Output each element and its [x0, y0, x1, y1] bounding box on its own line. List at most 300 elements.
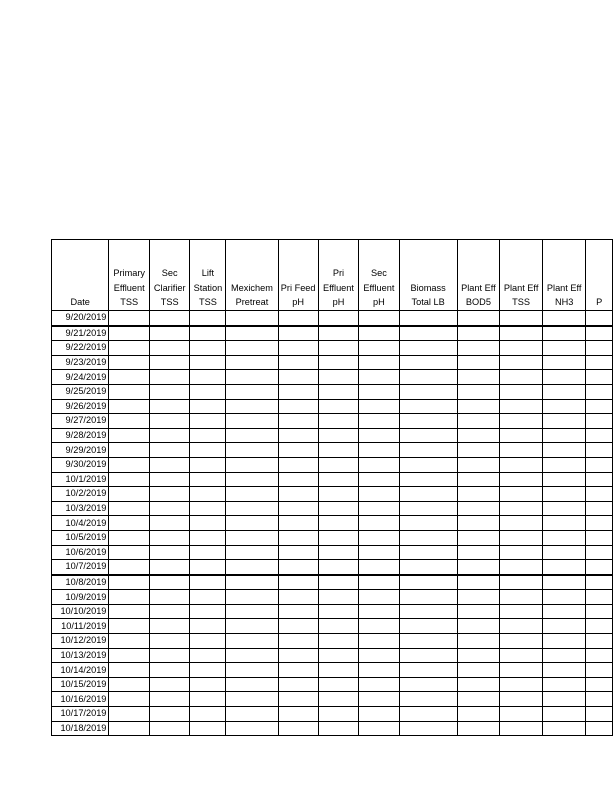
cell-mexichem-pretreat[interactable] — [226, 560, 278, 575]
cell-plant-eff-cut[interactable] — [586, 575, 613, 590]
cell-sec-clarifier-tss[interactable] — [149, 457, 190, 472]
cell-plant-eff-tss[interactable] — [500, 604, 543, 619]
cell-lift-station-tss[interactable] — [190, 560, 226, 575]
cell-biomass-total-lb[interactable] — [399, 634, 457, 649]
cell-plant-eff-bod5[interactable] — [457, 560, 500, 575]
cell-sec-effluent-ph[interactable] — [359, 560, 399, 575]
cell-primary-effluent-tss[interactable] — [109, 341, 150, 356]
cell-pri-feed-ph[interactable] — [278, 472, 318, 487]
cell-pri-effluent-ph[interactable] — [318, 677, 358, 692]
cell-plant-eff-tss[interactable] — [500, 619, 543, 634]
cell-lift-station-tss[interactable] — [190, 487, 226, 502]
cell-plant-eff-bod5[interactable] — [457, 707, 500, 722]
cell-mexichem-pretreat[interactable] — [226, 341, 278, 356]
cell-pri-feed-ph[interactable] — [278, 414, 318, 429]
cell-pri-feed-ph[interactable] — [278, 443, 318, 458]
cell-sec-effluent-ph[interactable] — [359, 530, 399, 545]
cell-mexichem-pretreat[interactable] — [226, 692, 278, 707]
cell-plant-eff-nh3[interactable] — [542, 604, 586, 619]
cell-plant-eff-cut[interactable] — [586, 472, 613, 487]
cell-plant-eff-cut[interactable] — [586, 619, 613, 634]
cell-plant-eff-bod5[interactable] — [457, 457, 500, 472]
cell-plant-eff-tss[interactable] — [500, 560, 543, 575]
cell-sec-clarifier-tss[interactable] — [149, 428, 190, 443]
cell-primary-effluent-tss[interactable] — [109, 619, 150, 634]
cell-plant-eff-nh3[interactable] — [542, 341, 586, 356]
cell-pri-feed-ph[interactable] — [278, 590, 318, 605]
cell-sec-effluent-ph[interactable] — [359, 370, 399, 385]
cell-pri-effluent-ph[interactable] — [318, 472, 358, 487]
cell-biomass-total-lb[interactable] — [399, 428, 457, 443]
date-cell[interactable]: 10/15/2019 — [52, 677, 109, 692]
cell-sec-clarifier-tss[interactable] — [149, 341, 190, 356]
cell-sec-clarifier-tss[interactable] — [149, 384, 190, 399]
cell-sec-effluent-ph[interactable] — [359, 663, 399, 678]
cell-plant-eff-nh3[interactable] — [542, 721, 586, 736]
cell-sec-clarifier-tss[interactable] — [149, 370, 190, 385]
cell-sec-effluent-ph[interactable] — [359, 384, 399, 399]
cell-plant-eff-cut[interactable] — [586, 545, 613, 560]
cell-pri-feed-ph[interactable] — [278, 326, 318, 341]
cell-primary-effluent-tss[interactable] — [109, 399, 150, 414]
cell-primary-effluent-tss[interactable] — [109, 516, 150, 531]
cell-plant-eff-nh3[interactable] — [542, 443, 586, 458]
cell-pri-effluent-ph[interactable] — [318, 428, 358, 443]
cell-plant-eff-cut[interactable] — [586, 677, 613, 692]
cell-primary-effluent-tss[interactable] — [109, 530, 150, 545]
cell-pri-feed-ph[interactable] — [278, 560, 318, 575]
cell-pri-effluent-ph[interactable] — [318, 414, 358, 429]
date-cell[interactable]: 10/8/2019 — [52, 575, 109, 590]
cell-sec-clarifier-tss[interactable] — [149, 619, 190, 634]
cell-biomass-total-lb[interactable] — [399, 370, 457, 385]
cell-pri-effluent-ph[interactable] — [318, 530, 358, 545]
cell-sec-clarifier-tss[interactable] — [149, 501, 190, 516]
cell-plant-eff-nh3[interactable] — [542, 590, 586, 605]
cell-plant-eff-nh3[interactable] — [542, 707, 586, 722]
cell-primary-effluent-tss[interactable] — [109, 443, 150, 458]
cell-sec-effluent-ph[interactable] — [359, 326, 399, 341]
cell-plant-eff-tss[interactable] — [500, 677, 543, 692]
cell-plant-eff-tss[interactable] — [500, 634, 543, 649]
cell-lift-station-tss[interactable] — [190, 545, 226, 560]
cell-mexichem-pretreat[interactable] — [226, 545, 278, 560]
cell-plant-eff-nh3[interactable] — [542, 370, 586, 385]
cell-lift-station-tss[interactable] — [190, 648, 226, 663]
cell-pri-effluent-ph[interactable] — [318, 399, 358, 414]
cell-pri-feed-ph[interactable] — [278, 677, 318, 692]
cell-primary-effluent-tss[interactable] — [109, 575, 150, 590]
cell-pri-effluent-ph[interactable] — [318, 575, 358, 590]
cell-plant-eff-nh3[interactable] — [542, 414, 586, 429]
cell-lift-station-tss[interactable] — [190, 663, 226, 678]
cell-plant-eff-cut[interactable] — [586, 530, 613, 545]
cell-plant-eff-cut[interactable] — [586, 501, 613, 516]
cell-pri-feed-ph[interactable] — [278, 457, 318, 472]
cell-biomass-total-lb[interactable] — [399, 530, 457, 545]
cell-sec-effluent-ph[interactable] — [359, 341, 399, 356]
cell-sec-effluent-ph[interactable] — [359, 648, 399, 663]
cell-mexichem-pretreat[interactable] — [226, 501, 278, 516]
cell-plant-eff-bod5[interactable] — [457, 604, 500, 619]
cell-plant-eff-bod5[interactable] — [457, 530, 500, 545]
cell-plant-eff-tss[interactable] — [500, 341, 543, 356]
cell-primary-effluent-tss[interactable] — [109, 604, 150, 619]
cell-sec-clarifier-tss[interactable] — [149, 604, 190, 619]
cell-plant-eff-cut[interactable] — [586, 560, 613, 575]
cell-mexichem-pretreat[interactable] — [226, 428, 278, 443]
cell-pri-feed-ph[interactable] — [278, 501, 318, 516]
cell-plant-eff-tss[interactable] — [500, 516, 543, 531]
cell-biomass-total-lb[interactable] — [399, 501, 457, 516]
cell-mexichem-pretreat[interactable] — [226, 707, 278, 722]
cell-primary-effluent-tss[interactable] — [109, 311, 150, 326]
cell-sec-clarifier-tss[interactable] — [149, 575, 190, 590]
cell-lift-station-tss[interactable] — [190, 443, 226, 458]
cell-pri-feed-ph[interactable] — [278, 341, 318, 356]
cell-primary-effluent-tss[interactable] — [109, 370, 150, 385]
cell-pri-effluent-ph[interactable] — [318, 545, 358, 560]
cell-lift-station-tss[interactable] — [190, 604, 226, 619]
cell-pri-effluent-ph[interactable] — [318, 341, 358, 356]
cell-plant-eff-cut[interactable] — [586, 721, 613, 736]
date-cell[interactable]: 10/7/2019 — [52, 560, 109, 575]
cell-primary-effluent-tss[interactable] — [109, 560, 150, 575]
cell-mexichem-pretreat[interactable] — [226, 648, 278, 663]
cell-sec-effluent-ph[interactable] — [359, 443, 399, 458]
cell-plant-eff-bod5[interactable] — [457, 575, 500, 590]
cell-mexichem-pretreat[interactable] — [226, 384, 278, 399]
cell-plant-eff-cut[interactable] — [586, 311, 613, 326]
cell-biomass-total-lb[interactable] — [399, 311, 457, 326]
cell-lift-station-tss[interactable] — [190, 677, 226, 692]
cell-mexichem-pretreat[interactable] — [226, 590, 278, 605]
cell-plant-eff-cut[interactable] — [586, 692, 613, 707]
cell-mexichem-pretreat[interactable] — [226, 487, 278, 502]
cell-mexichem-pretreat[interactable] — [226, 399, 278, 414]
cell-pri-feed-ph[interactable] — [278, 428, 318, 443]
cell-sec-effluent-ph[interactable] — [359, 457, 399, 472]
cell-sec-effluent-ph[interactable] — [359, 487, 399, 502]
cell-plant-eff-bod5[interactable] — [457, 619, 500, 634]
cell-plant-eff-nh3[interactable] — [542, 634, 586, 649]
cell-sec-effluent-ph[interactable] — [359, 545, 399, 560]
cell-pri-effluent-ph[interactable] — [318, 516, 358, 531]
cell-mexichem-pretreat[interactable] — [226, 619, 278, 634]
cell-biomass-total-lb[interactable] — [399, 516, 457, 531]
cell-plant-eff-bod5[interactable] — [457, 677, 500, 692]
cell-primary-effluent-tss[interactable] — [109, 663, 150, 678]
cell-pri-feed-ph[interactable] — [278, 545, 318, 560]
cell-plant-eff-nh3[interactable] — [542, 501, 586, 516]
cell-lift-station-tss[interactable] — [190, 575, 226, 590]
cell-mexichem-pretreat[interactable] — [226, 634, 278, 649]
cell-mexichem-pretreat[interactable] — [226, 604, 278, 619]
cell-plant-eff-nh3[interactable] — [542, 355, 586, 370]
date-cell[interactable]: 9/26/2019 — [52, 399, 109, 414]
cell-biomass-total-lb[interactable] — [399, 677, 457, 692]
cell-primary-effluent-tss[interactable] — [109, 692, 150, 707]
cell-plant-eff-bod5[interactable] — [457, 634, 500, 649]
cell-mexichem-pretreat[interactable] — [226, 721, 278, 736]
cell-lift-station-tss[interactable] — [190, 355, 226, 370]
cell-plant-eff-tss[interactable] — [500, 472, 543, 487]
cell-primary-effluent-tss[interactable] — [109, 545, 150, 560]
cell-plant-eff-nh3[interactable] — [542, 530, 586, 545]
cell-plant-eff-nh3[interactable] — [542, 545, 586, 560]
cell-biomass-total-lb[interactable] — [399, 414, 457, 429]
cell-sec-clarifier-tss[interactable] — [149, 721, 190, 736]
cell-lift-station-tss[interactable] — [190, 692, 226, 707]
cell-biomass-total-lb[interactable] — [399, 399, 457, 414]
cell-plant-eff-bod5[interactable] — [457, 721, 500, 736]
cell-plant-eff-nh3[interactable] — [542, 648, 586, 663]
cell-mexichem-pretreat[interactable] — [226, 575, 278, 590]
cell-biomass-total-lb[interactable] — [399, 341, 457, 356]
cell-pri-effluent-ph[interactable] — [318, 326, 358, 341]
cell-plant-eff-bod5[interactable] — [457, 399, 500, 414]
cell-plant-eff-bod5[interactable] — [457, 692, 500, 707]
cell-plant-eff-cut[interactable] — [586, 355, 613, 370]
cell-plant-eff-tss[interactable] — [500, 575, 543, 590]
cell-plant-eff-bod5[interactable] — [457, 545, 500, 560]
cell-biomass-total-lb[interactable] — [399, 692, 457, 707]
cell-primary-effluent-tss[interactable] — [109, 487, 150, 502]
cell-pri-feed-ph[interactable] — [278, 487, 318, 502]
cell-sec-clarifier-tss[interactable] — [149, 355, 190, 370]
cell-lift-station-tss[interactable] — [190, 634, 226, 649]
cell-lift-station-tss[interactable] — [190, 530, 226, 545]
cell-pri-effluent-ph[interactable] — [318, 634, 358, 649]
cell-plant-eff-nh3[interactable] — [542, 428, 586, 443]
cell-plant-eff-cut[interactable] — [586, 443, 613, 458]
cell-plant-eff-nh3[interactable] — [542, 560, 586, 575]
cell-plant-eff-tss[interactable] — [500, 530, 543, 545]
cell-plant-eff-cut[interactable] — [586, 516, 613, 531]
cell-primary-effluent-tss[interactable] — [109, 634, 150, 649]
cell-sec-effluent-ph[interactable] — [359, 501, 399, 516]
cell-sec-clarifier-tss[interactable] — [149, 545, 190, 560]
cell-sec-clarifier-tss[interactable] — [149, 516, 190, 531]
cell-pri-feed-ph[interactable] — [278, 530, 318, 545]
cell-biomass-total-lb[interactable] — [399, 721, 457, 736]
cell-mexichem-pretreat[interactable] — [226, 370, 278, 385]
cell-sec-clarifier-tss[interactable] — [149, 677, 190, 692]
cell-pri-feed-ph[interactable] — [278, 707, 318, 722]
cell-plant-eff-bod5[interactable] — [457, 443, 500, 458]
cell-sec-clarifier-tss[interactable] — [149, 634, 190, 649]
cell-plant-eff-bod5[interactable] — [457, 414, 500, 429]
date-cell[interactable]: 10/10/2019 — [52, 604, 109, 619]
cell-biomass-total-lb[interactable] — [399, 457, 457, 472]
cell-plant-eff-tss[interactable] — [500, 707, 543, 722]
cell-pri-feed-ph[interactable] — [278, 370, 318, 385]
cell-biomass-total-lb[interactable] — [399, 663, 457, 678]
cell-sec-effluent-ph[interactable] — [359, 634, 399, 649]
cell-pri-feed-ph[interactable] — [278, 692, 318, 707]
cell-sec-effluent-ph[interactable] — [359, 604, 399, 619]
cell-primary-effluent-tss[interactable] — [109, 326, 150, 341]
cell-sec-effluent-ph[interactable] — [359, 355, 399, 370]
cell-plant-eff-cut[interactable] — [586, 428, 613, 443]
date-cell[interactable]: 10/5/2019 — [52, 530, 109, 545]
cell-pri-effluent-ph[interactable] — [318, 721, 358, 736]
date-cell[interactable]: 10/18/2019 — [52, 721, 109, 736]
date-cell[interactable]: 10/4/2019 — [52, 516, 109, 531]
cell-pri-feed-ph[interactable] — [278, 619, 318, 634]
cell-pri-feed-ph[interactable] — [278, 311, 318, 326]
cell-plant-eff-bod5[interactable] — [457, 590, 500, 605]
cell-pri-effluent-ph[interactable] — [318, 619, 358, 634]
cell-primary-effluent-tss[interactable] — [109, 648, 150, 663]
cell-pri-effluent-ph[interactable] — [318, 560, 358, 575]
date-cell[interactable]: 10/16/2019 — [52, 692, 109, 707]
cell-plant-eff-tss[interactable] — [500, 487, 543, 502]
cell-plant-eff-tss[interactable] — [500, 355, 543, 370]
cell-mexichem-pretreat[interactable] — [226, 530, 278, 545]
date-cell[interactable]: 9/24/2019 — [52, 370, 109, 385]
cell-pri-effluent-ph[interactable] — [318, 457, 358, 472]
cell-sec-effluent-ph[interactable] — [359, 721, 399, 736]
cell-primary-effluent-tss[interactable] — [109, 721, 150, 736]
cell-plant-eff-bod5[interactable] — [457, 648, 500, 663]
cell-primary-effluent-tss[interactable] — [109, 707, 150, 722]
cell-pri-effluent-ph[interactable] — [318, 707, 358, 722]
cell-primary-effluent-tss[interactable] — [109, 457, 150, 472]
cell-mexichem-pretreat[interactable] — [226, 355, 278, 370]
cell-plant-eff-cut[interactable] — [586, 326, 613, 341]
date-cell[interactable]: 10/1/2019 — [52, 472, 109, 487]
cell-plant-eff-cut[interactable] — [586, 414, 613, 429]
date-cell[interactable]: 10/11/2019 — [52, 619, 109, 634]
cell-plant-eff-tss[interactable] — [500, 457, 543, 472]
cell-lift-station-tss[interactable] — [190, 399, 226, 414]
cell-plant-eff-tss[interactable] — [500, 443, 543, 458]
cell-plant-eff-nh3[interactable] — [542, 457, 586, 472]
cell-plant-eff-bod5[interactable] — [457, 326, 500, 341]
date-cell[interactable]: 9/23/2019 — [52, 355, 109, 370]
cell-biomass-total-lb[interactable] — [399, 443, 457, 458]
cell-plant-eff-bod5[interactable] — [457, 472, 500, 487]
cell-plant-eff-tss[interactable] — [500, 545, 543, 560]
cell-biomass-total-lb[interactable] — [399, 707, 457, 722]
cell-pri-feed-ph[interactable] — [278, 575, 318, 590]
cell-sec-effluent-ph[interactable] — [359, 472, 399, 487]
cell-primary-effluent-tss[interactable] — [109, 414, 150, 429]
cell-plant-eff-nh3[interactable] — [542, 472, 586, 487]
cell-plant-eff-nh3[interactable] — [542, 487, 586, 502]
date-cell[interactable]: 9/21/2019 — [52, 326, 109, 341]
cell-pri-feed-ph[interactable] — [278, 663, 318, 678]
cell-pri-effluent-ph[interactable] — [318, 355, 358, 370]
cell-primary-effluent-tss[interactable] — [109, 355, 150, 370]
cell-plant-eff-cut[interactable] — [586, 663, 613, 678]
cell-pri-effluent-ph[interactable] — [318, 692, 358, 707]
cell-pri-effluent-ph[interactable] — [318, 311, 358, 326]
cell-pri-feed-ph[interactable] — [278, 721, 318, 736]
cell-plant-eff-cut[interactable] — [586, 590, 613, 605]
cell-sec-effluent-ph[interactable] — [359, 677, 399, 692]
cell-primary-effluent-tss[interactable] — [109, 428, 150, 443]
cell-plant-eff-nh3[interactable] — [542, 692, 586, 707]
cell-sec-effluent-ph[interactable] — [359, 590, 399, 605]
cell-lift-station-tss[interactable] — [190, 619, 226, 634]
cell-lift-station-tss[interactable] — [190, 384, 226, 399]
cell-pri-effluent-ph[interactable] — [318, 370, 358, 385]
cell-biomass-total-lb[interactable] — [399, 575, 457, 590]
cell-mexichem-pretreat[interactable] — [226, 516, 278, 531]
cell-biomass-total-lb[interactable] — [399, 648, 457, 663]
cell-plant-eff-cut[interactable] — [586, 604, 613, 619]
cell-lift-station-tss[interactable] — [190, 590, 226, 605]
cell-plant-eff-tss[interactable] — [500, 384, 543, 399]
cell-sec-clarifier-tss[interactable] — [149, 590, 190, 605]
cell-primary-effluent-tss[interactable] — [109, 472, 150, 487]
date-cell[interactable]: 10/6/2019 — [52, 545, 109, 560]
cell-sec-clarifier-tss[interactable] — [149, 560, 190, 575]
cell-lift-station-tss[interactable] — [190, 721, 226, 736]
cell-plant-eff-tss[interactable] — [500, 663, 543, 678]
cell-plant-eff-tss[interactable] — [500, 590, 543, 605]
cell-pri-feed-ph[interactable] — [278, 634, 318, 649]
cell-biomass-total-lb[interactable] — [399, 472, 457, 487]
cell-sec-clarifier-tss[interactable] — [149, 399, 190, 414]
date-cell[interactable]: 9/27/2019 — [52, 414, 109, 429]
date-cell[interactable]: 9/22/2019 — [52, 341, 109, 356]
date-cell[interactable]: 10/3/2019 — [52, 501, 109, 516]
cell-sec-clarifier-tss[interactable] — [149, 472, 190, 487]
cell-mexichem-pretreat[interactable] — [226, 677, 278, 692]
cell-plant-eff-tss[interactable] — [500, 501, 543, 516]
cell-sec-effluent-ph[interactable] — [359, 619, 399, 634]
cell-sec-clarifier-tss[interactable] — [149, 530, 190, 545]
cell-pri-feed-ph[interactable] — [278, 604, 318, 619]
cell-primary-effluent-tss[interactable] — [109, 501, 150, 516]
cell-lift-station-tss[interactable] — [190, 472, 226, 487]
cell-plant-eff-nh3[interactable] — [542, 619, 586, 634]
cell-plant-eff-tss[interactable] — [500, 326, 543, 341]
cell-sec-effluent-ph[interactable] — [359, 575, 399, 590]
cell-mexichem-pretreat[interactable] — [226, 663, 278, 678]
cell-sec-clarifier-tss[interactable] — [149, 443, 190, 458]
cell-biomass-total-lb[interactable] — [399, 355, 457, 370]
cell-mexichem-pretreat[interactable] — [226, 472, 278, 487]
cell-sec-effluent-ph[interactable] — [359, 707, 399, 722]
cell-pri-effluent-ph[interactable] — [318, 487, 358, 502]
cell-plant-eff-bod5[interactable] — [457, 341, 500, 356]
cell-sec-effluent-ph[interactable] — [359, 428, 399, 443]
cell-lift-station-tss[interactable] — [190, 370, 226, 385]
cell-lift-station-tss[interactable] — [190, 501, 226, 516]
cell-sec-effluent-ph[interactable] — [359, 414, 399, 429]
cell-plant-eff-tss[interactable] — [500, 370, 543, 385]
cell-plant-eff-cut[interactable] — [586, 370, 613, 385]
cell-plant-eff-bod5[interactable] — [457, 501, 500, 516]
cell-plant-eff-bod5[interactable] — [457, 516, 500, 531]
cell-mexichem-pretreat[interactable] — [226, 311, 278, 326]
cell-lift-station-tss[interactable] — [190, 457, 226, 472]
cell-plant-eff-cut[interactable] — [586, 457, 613, 472]
cell-plant-eff-bod5[interactable] — [457, 311, 500, 326]
cell-biomass-total-lb[interactable] — [399, 590, 457, 605]
date-cell[interactable]: 10/14/2019 — [52, 663, 109, 678]
cell-plant-eff-nh3[interactable] — [542, 399, 586, 414]
cell-primary-effluent-tss[interactable] — [109, 677, 150, 692]
cell-sec-clarifier-tss[interactable] — [149, 692, 190, 707]
cell-sec-clarifier-tss[interactable] — [149, 326, 190, 341]
cell-mexichem-pretreat[interactable] — [226, 443, 278, 458]
cell-plant-eff-cut[interactable] — [586, 384, 613, 399]
